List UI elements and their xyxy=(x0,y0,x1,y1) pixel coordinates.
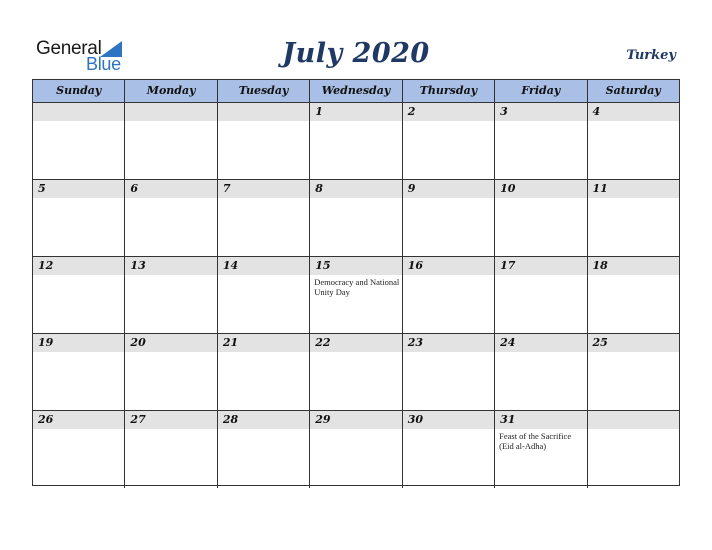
day-header-band xyxy=(588,103,679,121)
logo-blue-text: Blue xyxy=(86,54,121,74)
day-number: 23 xyxy=(407,336,423,349)
day-cell[interactable] xyxy=(33,411,125,488)
day-header-band xyxy=(125,103,216,121)
day-cell[interactable] xyxy=(403,257,495,333)
day-number: 14 xyxy=(222,259,239,272)
weekday-header: Wednesday xyxy=(310,80,402,102)
day-number: 24 xyxy=(500,336,516,349)
day-cell[interactable] xyxy=(588,180,679,256)
day-cell[interactable] xyxy=(495,411,587,488)
day-cell[interactable] xyxy=(125,257,217,333)
day-number: 18 xyxy=(592,259,608,272)
day-number: 8 xyxy=(315,182,323,195)
day-number: 2 xyxy=(407,105,416,118)
day-number: 15 xyxy=(315,259,331,272)
day-number: 11 xyxy=(592,182,608,195)
week-row xyxy=(33,411,679,488)
day-cell[interactable] xyxy=(310,257,402,333)
day-cell[interactable] xyxy=(495,257,587,333)
day-number: 25 xyxy=(592,336,608,349)
day-header-band xyxy=(33,103,124,121)
day-number: 29 xyxy=(315,413,331,426)
week-row xyxy=(33,257,679,334)
day-number: 4 xyxy=(592,105,601,118)
day-cell[interactable] xyxy=(310,180,402,256)
day-number: 22 xyxy=(315,336,331,349)
day-header-band xyxy=(588,411,679,429)
day-cell[interactable] xyxy=(495,103,587,179)
day-cell[interactable] xyxy=(495,334,587,410)
day-number: 26 xyxy=(38,413,54,426)
weekday-header: Saturday xyxy=(605,84,661,97)
day-number: 28 xyxy=(222,413,239,426)
day-number: 13 xyxy=(130,259,146,272)
day-header-band xyxy=(125,180,216,198)
day-header-band xyxy=(403,103,494,121)
weekday-header: Monday xyxy=(125,80,217,102)
day-cell[interactable] xyxy=(495,180,587,256)
day-cell[interactable] xyxy=(33,103,125,179)
day-number: 17 xyxy=(500,259,516,272)
day-header-band xyxy=(33,180,124,198)
week-row xyxy=(33,334,679,411)
day-cell[interactable] xyxy=(125,411,217,488)
week-row xyxy=(33,180,679,257)
day-cell[interactable] xyxy=(125,334,217,410)
day-number: 19 xyxy=(38,336,54,349)
day-cell[interactable] xyxy=(403,103,495,179)
holiday-label: Feast of the Sacrifice (Eid al-Adha) xyxy=(499,431,572,451)
weekday-header: Thursday xyxy=(403,80,495,102)
logo-general-text: General xyxy=(36,38,102,59)
day-cell[interactable] xyxy=(218,411,310,488)
day-cell[interactable] xyxy=(310,334,402,410)
day-cell[interactable] xyxy=(310,411,402,488)
day-cell[interactable] xyxy=(310,103,402,179)
day-cell[interactable] xyxy=(125,180,217,256)
day-number: 3 xyxy=(500,105,508,118)
day-header-band xyxy=(310,103,401,121)
day-header-band xyxy=(403,180,494,198)
day-number: 20 xyxy=(130,336,146,349)
day-cell[interactable] xyxy=(403,180,495,256)
day-cell[interactable] xyxy=(588,411,679,488)
day-header-band xyxy=(495,103,586,121)
day-cell[interactable] xyxy=(588,334,679,410)
day-cell[interactable] xyxy=(403,334,495,410)
weekday-header-row xyxy=(33,80,679,103)
day-header-band xyxy=(218,180,309,198)
day-number: 27 xyxy=(130,413,146,426)
day-number: 21 xyxy=(222,336,239,349)
day-number: 12 xyxy=(38,259,54,272)
day-number: 31 xyxy=(500,413,516,426)
day-number: 1 xyxy=(315,105,323,118)
day-number: 7 xyxy=(222,182,231,195)
day-cell[interactable] xyxy=(218,180,310,256)
week-row xyxy=(33,103,679,180)
day-cell[interactable] xyxy=(403,411,495,488)
day-cell[interactable] xyxy=(218,103,310,179)
day-header-band xyxy=(218,103,309,121)
holiday-label: Democracy and National Unity Day xyxy=(314,277,400,297)
country-label: Turkey xyxy=(626,48,676,63)
day-number: 10 xyxy=(500,182,516,195)
day-header-band xyxy=(310,180,401,198)
weekday-header: Sunday xyxy=(33,80,125,102)
day-number: 5 xyxy=(38,182,46,195)
day-cell[interactable] xyxy=(125,103,217,179)
day-cell[interactable] xyxy=(218,257,310,333)
day-cell[interactable] xyxy=(33,334,125,410)
weekday-header: Friday xyxy=(495,80,587,102)
page-title: July 2020 xyxy=(282,38,430,69)
day-cell[interactable] xyxy=(588,257,679,333)
day-number: 6 xyxy=(130,182,139,195)
day-number: 9 xyxy=(407,182,416,195)
day-cell[interactable] xyxy=(33,257,125,333)
day-cell[interactable] xyxy=(218,334,310,410)
day-number: 30 xyxy=(407,413,423,426)
day-number: 16 xyxy=(407,259,423,272)
calendar-grid xyxy=(32,79,680,486)
weekday-header: Tuesday xyxy=(218,80,310,102)
day-cell[interactable] xyxy=(588,103,679,179)
day-cell[interactable] xyxy=(33,180,125,256)
